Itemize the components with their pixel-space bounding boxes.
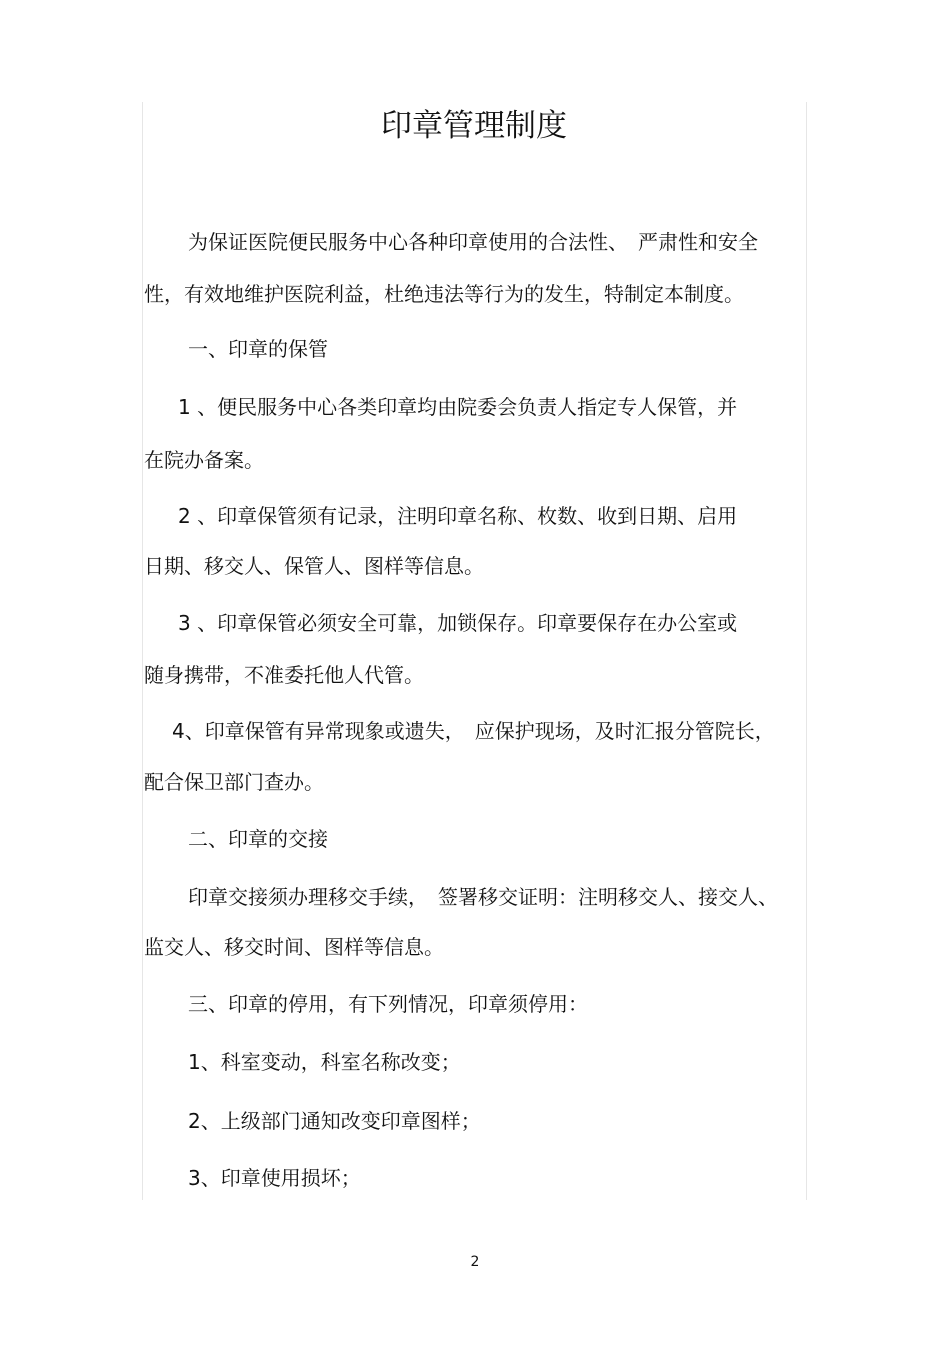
body-line: 配合保卫部门查办。 — [144, 770, 324, 794]
list-item: 2、上级部门通知改变印章图样； — [188, 1109, 481, 1133]
body-line: 印章交接须办理移交手续， 签署移交证明：注明移交人、接交人、 — [188, 885, 778, 909]
document-title: 印章管理制度 — [381, 108, 567, 144]
body-line: 监交人、移交时间、图样等信息。 — [144, 935, 444, 959]
right-margin-line — [806, 102, 807, 1200]
page-number: 2 — [470, 1254, 480, 1270]
body-line: 1 、便民服务中心各类印章均由院委会负责人指定专人保管，并 — [178, 395, 738, 419]
list-item: 1、科室变动，科室名称改变； — [188, 1050, 461, 1074]
body-line: 3 、印章保管必须安全可靠，加锁保存。印章要保存在办公室或 — [178, 611, 738, 635]
section-heading: 一、印章的保管 — [188, 337, 328, 361]
section-heading: 二、印章的交接 — [188, 827, 328, 851]
body-line: 性，有效地维护医院利益，杜绝违法等行为的发生，特制定本制度。 — [144, 282, 744, 306]
body-line: 为保证医院便民服务中心各种印章使用的合法性、 严肃性和安全 — [188, 230, 758, 254]
section-heading: 三、印章的停用，有下列情况，印章须停用： — [188, 992, 588, 1016]
body-line: 2 、印章保管须有记录，注明印章名称、枚数、收到日期、启用 — [178, 504, 738, 528]
body-line: 在院办备案。 — [144, 448, 264, 472]
body-line: 日期、移交人、保管人、图样等信息。 — [144, 554, 484, 578]
left-margin-line — [142, 102, 143, 1200]
list-item: 3、印章使用损坏； — [188, 1166, 361, 1190]
body-line: 4、印章保管有异常现象或遗失， 应保护现场，及时汇报分管院长， — [172, 719, 775, 743]
body-line: 随身携带，不准委托他人代管。 — [144, 663, 424, 687]
